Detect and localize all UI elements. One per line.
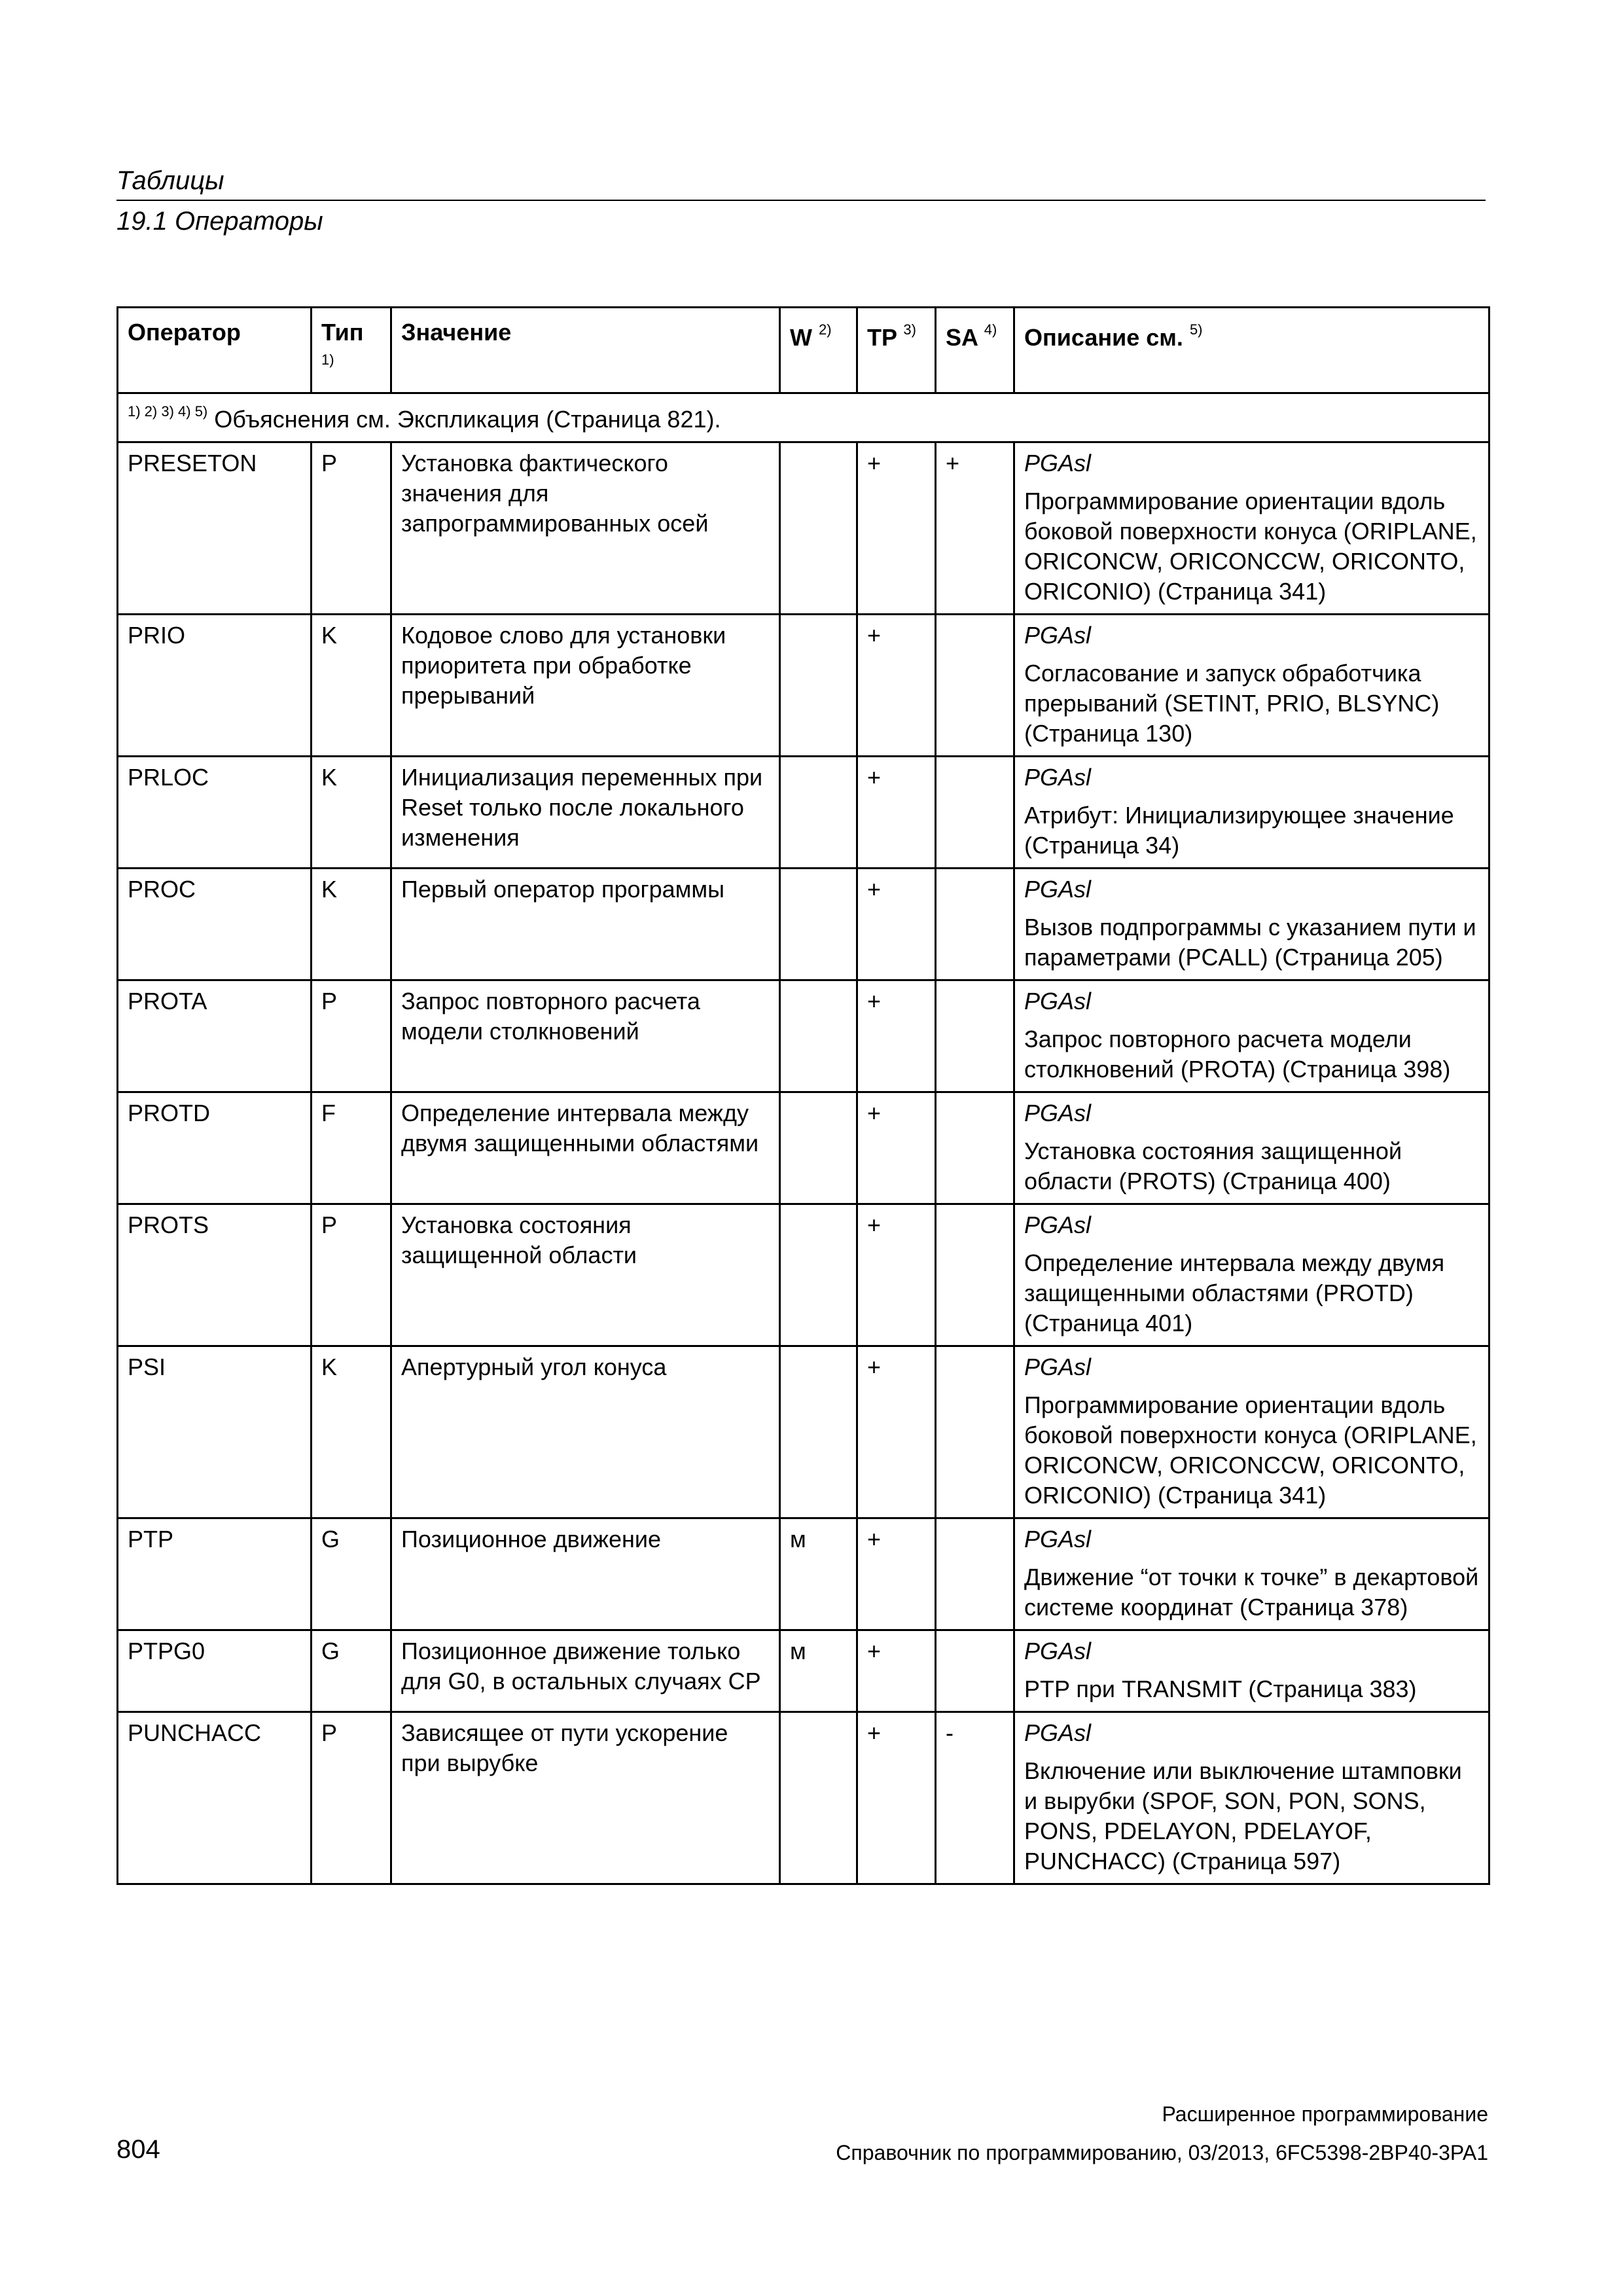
book-reference: PGAsl	[1024, 1211, 1092, 1238]
type-cell: K	[312, 1346, 391, 1518]
w-cell	[780, 980, 857, 1092]
tp-cell: +	[857, 1630, 936, 1712]
table-row	[118, 757, 1489, 869]
description-text: Атрибут: Инициализирующее значение (Страница 34)	[1024, 802, 1454, 859]
description-text: Программирование ориентации вдоль боковой поверхности конуса (ORIPLANE, ORICONCW, ORICONCCW, ORICONTO, ORICONIO) (Страница 341)	[1024, 488, 1477, 605]
description-text: Определение интервала между двумя защищенными областями (PROTD) (Страница 401)	[1024, 1249, 1445, 1336]
meaning-cell: Установка состояния защищенной области	[391, 1204, 780, 1346]
table-row	[118, 1518, 1489, 1630]
table-row	[118, 1712, 1489, 1884]
page-number: 804	[116, 2135, 160, 2164]
table-row	[118, 869, 1489, 980]
description-cell	[1014, 1346, 1489, 1518]
book-reference: PGAsl	[1024, 1100, 1092, 1126]
description-cell	[1014, 980, 1489, 1092]
w-cell	[780, 1092, 857, 1204]
column-header-tp: TP $^{3)}$	[857, 308, 936, 393]
tp-cell: +	[857, 1712, 936, 1884]
operator-cell: PROC	[118, 869, 312, 980]
tp-cell: +	[857, 1204, 936, 1346]
column-header-sa: SA $^{4)}$	[936, 308, 1014, 393]
operator-cell: PRLOC	[118, 757, 312, 869]
table-note-row	[118, 393, 1489, 442]
description-cell	[1014, 1092, 1489, 1204]
description-cell	[1014, 1630, 1489, 1712]
tp-cell: +	[857, 757, 936, 869]
meaning-cell: Определение интервала между двумя защищенными областями	[391, 1092, 780, 1204]
description-cell	[1014, 1712, 1489, 1884]
description-cell	[1014, 757, 1489, 869]
operator-cell: PUNCHACC	[118, 1712, 312, 1884]
w-cell	[780, 1204, 857, 1346]
description-text: PTP при TRANSMIT (Страница 383)	[1024, 1676, 1417, 1702]
description-cell	[1014, 442, 1489, 615]
book-reference: PGAsl	[1024, 1354, 1092, 1380]
book-reference: PGAsl	[1024, 450, 1092, 476]
book-reference: PGAsl	[1024, 988, 1092, 1014]
description-text: Согласование и запуск обработчика прерываний (SETINT, PRIO, BLSYNC) (Страница 130)	[1024, 660, 1440, 747]
meaning-cell: Запрос повторного расчета модели столкновений	[391, 980, 780, 1092]
description-text: Движение “от точки к точке” в декартовой системе координат (Страница 378)	[1024, 1564, 1479, 1621]
column-header-w: W $^{2)}$	[780, 308, 857, 393]
description-text: Включение или выключение штамповки и вырубки (SPOF, SON, PON, SONS, PONS, PDELAYON, PDELAYOF, PUNCHACC) (Страница 597)	[1024, 1757, 1462, 1874]
type-cell: P	[312, 1712, 391, 1884]
type-cell: K	[312, 757, 391, 869]
sa-cell	[936, 615, 1014, 757]
w-cell	[780, 1346, 857, 1518]
table-row	[118, 615, 1489, 757]
operator-cell: PRIO	[118, 615, 312, 757]
table-header-row	[118, 308, 1489, 393]
meaning-cell: Апертурный угол конуса	[391, 1346, 780, 1518]
tp-cell: +	[857, 869, 936, 980]
type-cell: K	[312, 615, 391, 757]
section-title: Таблицы	[116, 166, 224, 195]
w-cell	[780, 869, 857, 980]
meaning-cell: Зависящее от пути ускорение при вырубке	[391, 1712, 780, 1884]
sa-cell: -	[936, 1712, 1014, 1884]
description-cell	[1014, 1518, 1489, 1630]
operator-cell: PROTA	[118, 980, 312, 1092]
meaning-cell: Установка фактического значения для запрограммированных осей	[391, 442, 780, 615]
sa-cell	[936, 980, 1014, 1092]
sa-cell	[936, 1204, 1014, 1346]
operator-cell: PROTS	[118, 1204, 312, 1346]
sa-cell	[936, 1092, 1014, 1204]
sa-cell: +	[936, 442, 1014, 615]
tp-cell: +	[857, 1518, 936, 1630]
description-text: Программирование ориентации вдоль боковой поверхности конуса (ORIPLANE, ORICONCW, ORICONCCW, ORICONTO, ORICONIO) (Страница 341)	[1024, 1391, 1477, 1509]
meaning-cell: Кодовое слово для установки приоритета при обработке прерываний	[391, 615, 780, 757]
book-reference: PGAsl	[1024, 764, 1092, 791]
sa-cell	[936, 1518, 1014, 1630]
book-reference: PGAsl	[1024, 1638, 1092, 1664]
tp-cell: +	[857, 442, 936, 615]
sa-cell	[936, 869, 1014, 980]
w-cell	[780, 615, 857, 757]
table-row	[118, 1204, 1489, 1346]
tp-cell: +	[857, 615, 936, 757]
operator-cell: PSI	[118, 1346, 312, 1518]
column-header-type: Тип $^{1)}$	[312, 308, 391, 393]
table-row	[118, 1346, 1489, 1518]
operator-cell: PROTD	[118, 1092, 312, 1204]
meaning-cell: Позиционное движение	[391, 1518, 780, 1630]
meaning-cell: Инициализация переменных при Reset только после локального изменения	[391, 757, 780, 869]
table-row	[118, 980, 1489, 1092]
column-header-meaning: Значение	[391, 308, 780, 393]
sa-cell	[936, 1346, 1014, 1518]
description-text: Запрос повторного расчета модели столкновений (PROTA) (Страница 398)	[1024, 1026, 1451, 1083]
type-cell: F	[312, 1092, 391, 1204]
type-cell: P	[312, 980, 391, 1092]
w-cell	[780, 1712, 857, 1884]
w-cell	[780, 442, 857, 615]
type-cell: G	[312, 1518, 391, 1630]
w-cell: м	[780, 1518, 857, 1630]
operator-cell: PTPG0	[118, 1630, 312, 1712]
book-reference: PGAsl	[1024, 876, 1092, 903]
meaning-cell: Позиционное движение только для G0, в остальных случаях CP	[391, 1630, 780, 1712]
book-reference: PGAsl	[1024, 622, 1092, 649]
operators-table	[116, 306, 1490, 1885]
type-cell: G	[312, 1630, 391, 1712]
description-cell	[1014, 869, 1489, 980]
header-divider	[116, 200, 1486, 201]
table-note: $^{1) 2) 3) 4) 5)}$ Объяснения см. Экспликация (Страница 821).	[118, 393, 1489, 442]
footer-book-title: Расширенное программирование	[1162, 2102, 1488, 2126]
type-cell: K	[312, 869, 391, 980]
column-header-description: Описание см. $^{5)}$	[1014, 308, 1489, 393]
w-cell: м	[780, 1630, 857, 1712]
column-header-operator: Оператор	[118, 308, 312, 393]
table-row	[118, 1092, 1489, 1204]
sa-cell	[936, 757, 1014, 869]
tp-cell: +	[857, 1092, 936, 1204]
description-cell	[1014, 1204, 1489, 1346]
sa-cell	[936, 1630, 1014, 1712]
tp-cell: +	[857, 980, 936, 1092]
operator-cell: PRESETON	[118, 442, 312, 615]
footer-reference: Справочник по программированию, 03/2013, 6FC5398-2BP40-3PA1	[836, 2141, 1488, 2164]
description-text: Установка состояния защищенной области (PROTS) (Страница 400)	[1024, 1138, 1402, 1194]
book-reference: PGAsl	[1024, 1719, 1092, 1746]
description-cell	[1014, 615, 1489, 757]
table-row	[118, 1630, 1489, 1712]
table-row	[118, 442, 1489, 615]
w-cell	[780, 757, 857, 869]
subsection-title: 19.1 Операторы	[116, 207, 323, 236]
description-text: Вызов подпрограммы с указанием пути и параметрами (PCALL) (Страница 205)	[1024, 914, 1476, 971]
meaning-cell: Первый оператор программы	[391, 869, 780, 980]
operator-cell: PTP	[118, 1518, 312, 1630]
type-cell: P	[312, 442, 391, 615]
book-reference: PGAsl	[1024, 1526, 1092, 1552]
type-cell: P	[312, 1204, 391, 1346]
tp-cell: +	[857, 1346, 936, 1518]
